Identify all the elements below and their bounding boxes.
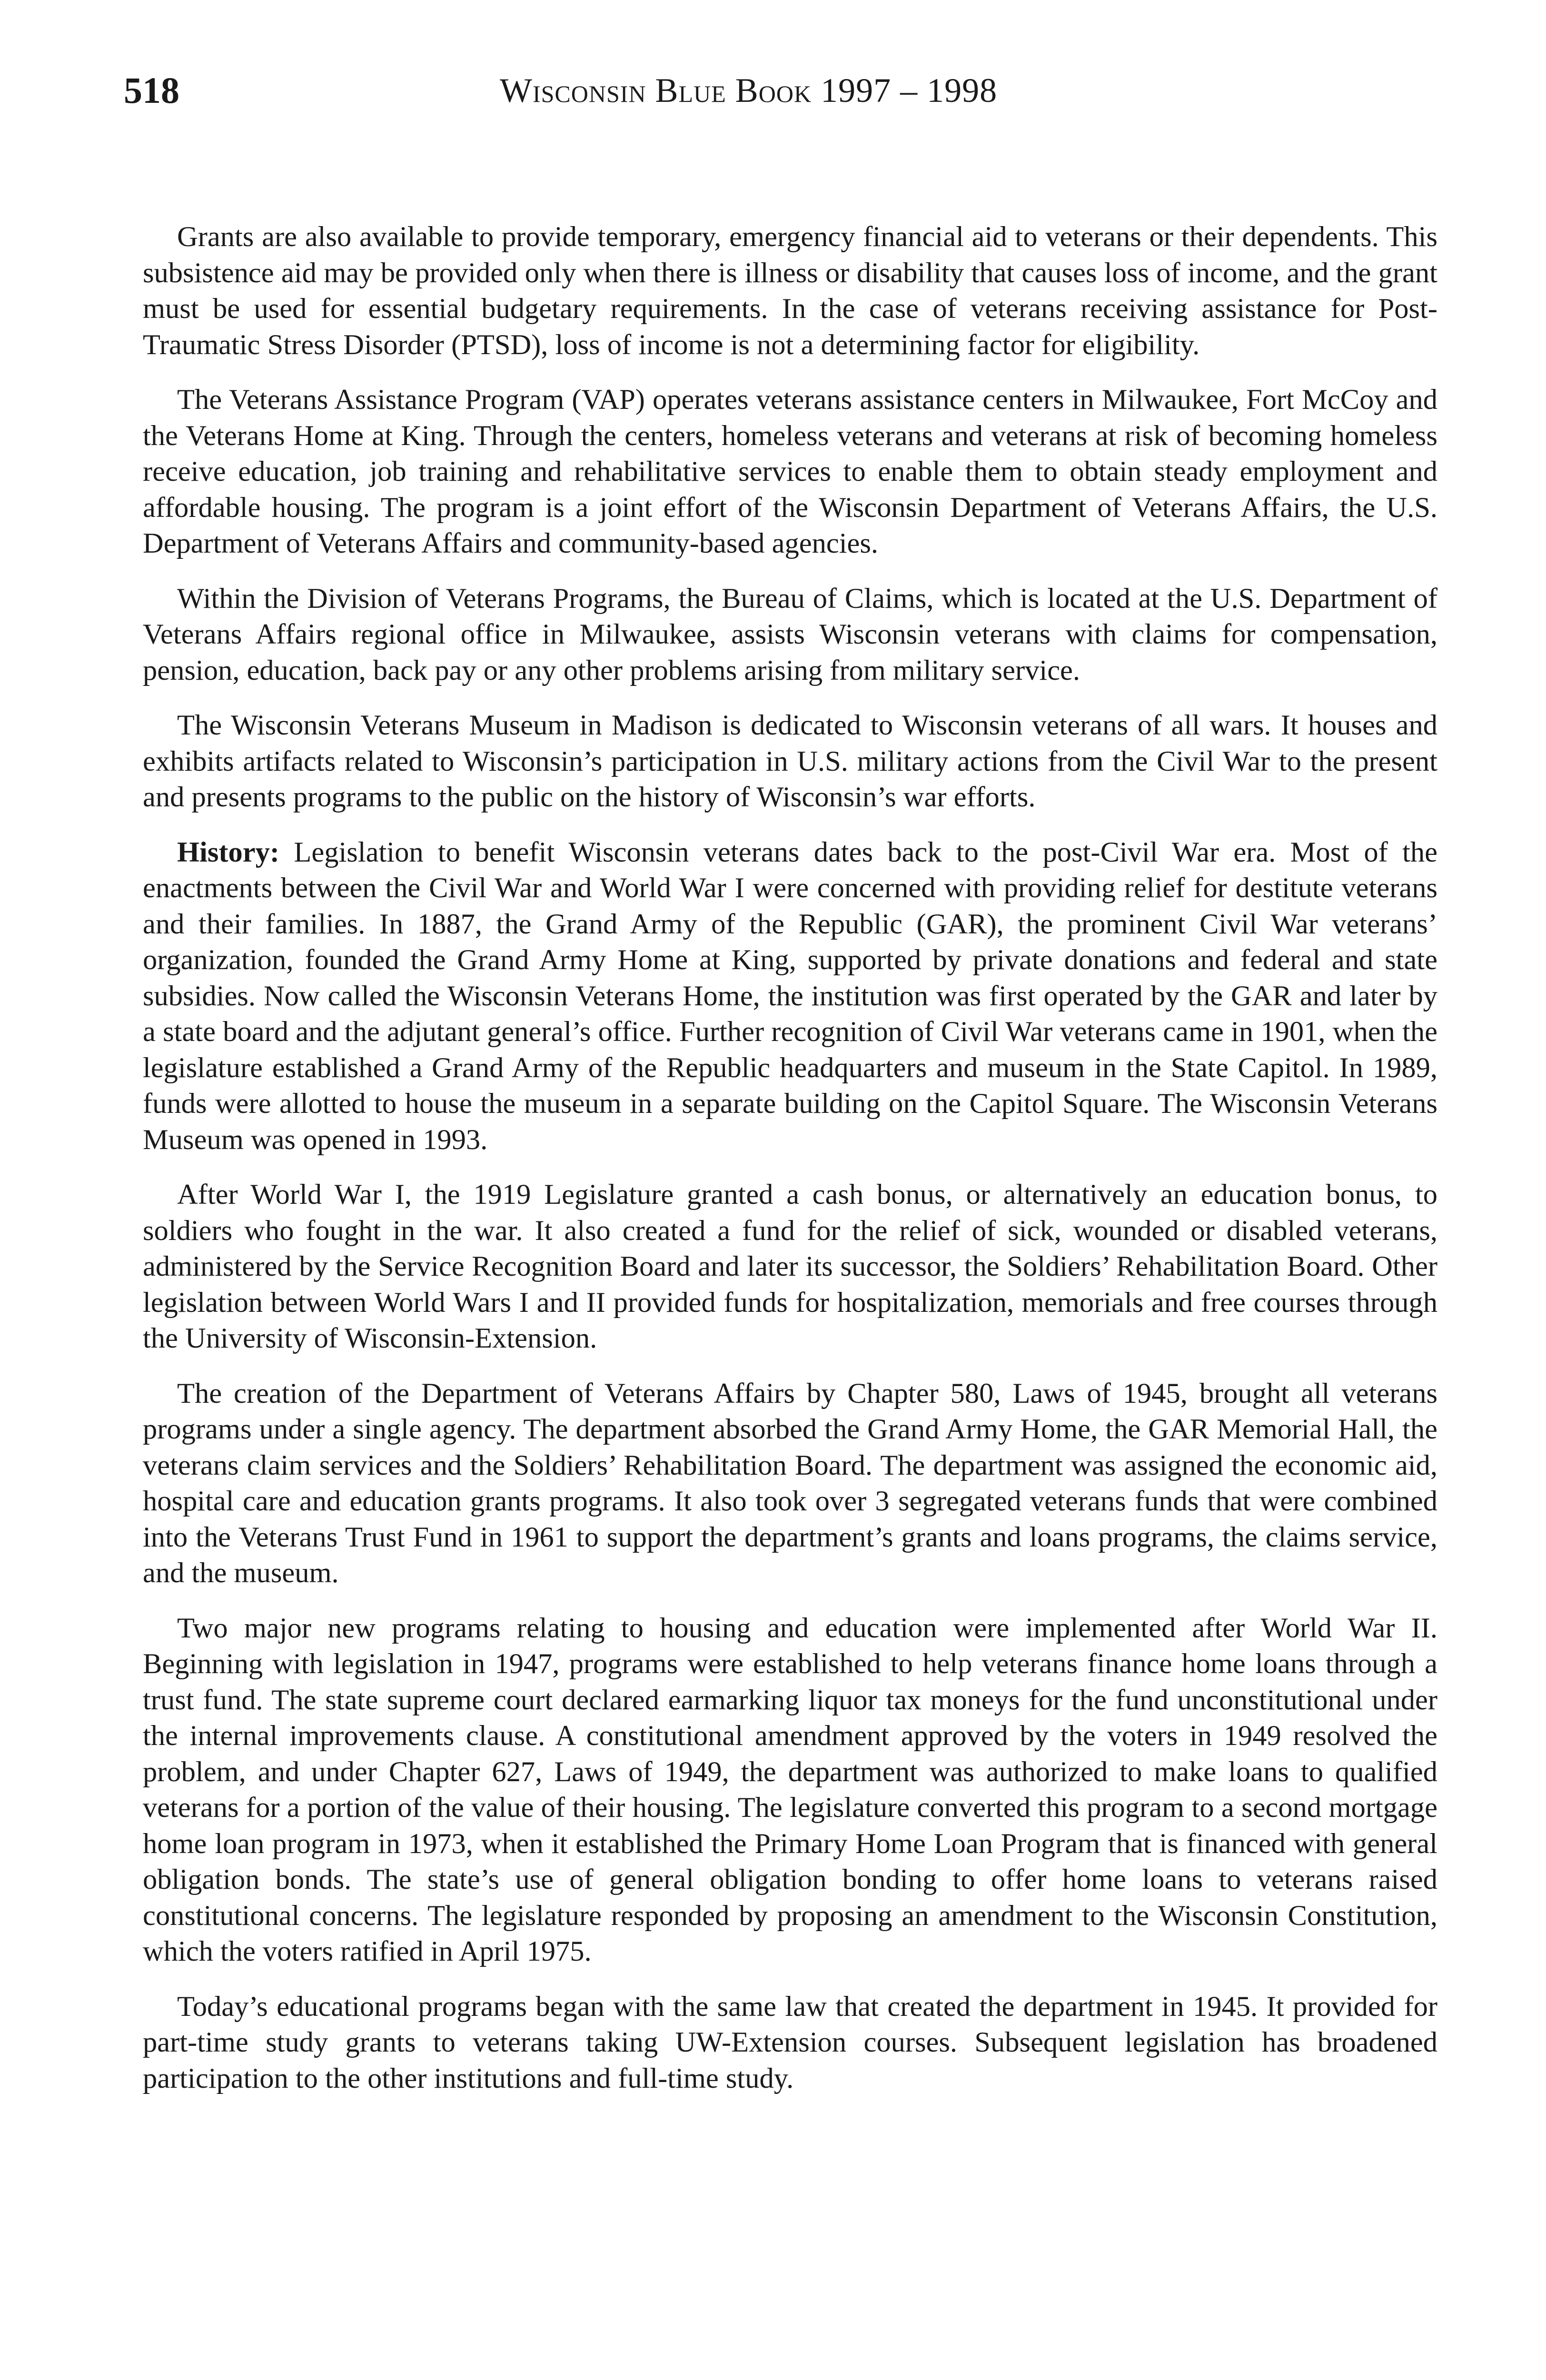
paragraph-educational-programs (143, 1989, 1437, 2097)
paragraph-text: The Wisconsin Veterans Museum in Madison is dedicated to Wisconsin veterans of all wars. It houses and exhibits artifacts related to Wisconsin’s participation in U.S. military actions from the Civil War to the present and presents programs to the public on the history of Wisconsin’s war efforts. (143, 709, 1437, 813)
running-head: Wisconsin Blue Book 1997 – 1998 (500, 71, 998, 109)
paragraph-text: Within the Division of Veterans Programs, the Bureau of Claims, which is located at the U.S. Department of Veterans Affairs regional office in Milwaukee, assists Wisconsin veterans with claims for compensation, pension, education, back pay or any other problems arising from military service. (143, 582, 1437, 686)
paragraph-emergency-grants (143, 219, 1437, 363)
paragraph-veterans-museum (143, 707, 1437, 815)
paragraph-housing-education (143, 1610, 1437, 1970)
paragraph-text: Today’s educational programs began with the same law that created the department in 1945. It provided for part-time study grants to veterans taking UW-Extension courses. Subsequent legislation has broadened participation to the other institutions and full-time study. (143, 1990, 1437, 2094)
page-number: 518 (124, 69, 179, 111)
body-text (143, 219, 1437, 2115)
paragraph-department-creation (143, 1376, 1437, 1591)
paragraph-vap (143, 382, 1437, 562)
paragraph-text: Two major new programs relating to housing and education were implemented after World War II. Beginning with legislation in 1947, programs were established to help veterans finance home loans through a trust fund. The state supreme court declared earmarking liquor tax moneys for the fund unconstitutional under the internal improvements clause. A constitutional amendment approved by the voters in 1949 resolved the problem, and under Chapter 627, Laws of 1949, the department was authorized to make loans to qualified veterans for a portion of the value of their housing. The legislature converted this program to a second mortgage home loan program in 1973, when it established the Primary Home Loan Program that is financed with general obligation bonds. The state’s use of general obligation bonding to offer home loans to veterans raised constitutional concerns. The legislature responded by proposing an amendment to the Wisconsin Constitution, which the voters ratified in April 1975. (143, 1612, 1437, 1967)
history-lead: History: (177, 836, 280, 868)
paragraph-text: The Veterans Assistance Program (VAP) operates veterans assistance centers in Milwaukee, Fort McCoy and the Veterans Home at King. Through the centers, homeless veterans and veterans at risk of becoming homeless receive education, job training and rehabilitative services to enable them to obtain steady employment and affordable housing. The program is a joint effort of the Wisconsin Department of Veterans Affairs, the U.S. Department of Veterans Affairs and community-based agencies. (143, 384, 1437, 559)
paragraph-bureau-of-claims (143, 581, 1437, 689)
paragraph-text: The creation of the Department of Veterans Affairs by Chapter 580, Laws of 1945, brought all veterans programs under a single agency. The department absorbed the Grand Army Home, the GAR Memorial Hall, the veterans claim services and the Soldiers’ Rehabilitation Board. The department was assigned the economic aid, hospital care and education grants programs. It also took over 3 segregated veterans funds that were combined into the Veterans Trust Fund in 1961 to support the department’s grants and loans programs, the claims service, and the museum. (143, 1377, 1437, 1589)
paragraph-text: Grants are also available to provide temporary, emergency financial aid to veterans or their dependents. This subsistence aid may be provided only when there is illness or disability that causes loss of income, and the grant must be used for essential budgetary requirements. In the case of veterans receiving assistance for Post-Traumatic Stress Disorder (PTSD), loss of income is not a determining factor for eligibility. (143, 221, 1437, 361)
paragraph-world-war-one (143, 1177, 1437, 1357)
paragraph-text: Legislation to benefit Wisconsin veterans dates back to the post-Civil War era. Most of the enactments between the Civil War and World War I were concerned with providing relief for destitute veterans and their families. In 1887, the Grand Army of the Republic (GAR), the prominent Civil War veterans’ organization, founded the Grand Army Home at King, supported by private donations and federal and state subsidies. Now called the Wisconsin Veterans Home, the institution was first operated by the GAR and later by a state board and the adjutant general’s office. Further recognition of Civil War veterans came in 1901, when the legislature established a Grand Army of the Republic headquarters and museum in the State Capitol. In 1989, funds were allotted to house the museum in a separate building on the Capitol Square. The Wisconsin Veterans Museum was opened in 1993. (143, 836, 1437, 1156)
paragraph-text: After World War I, the 1919 Legislature granted a cash bonus, or alternatively an education bonus, to soldiers who fought in the war. It also created a fund for the relief of sick, wounded or disabled veterans, administered by the Service Recognition Board and later its successor, the Soldiers’ Rehabilitation Board. Other legislation between World Wars I and II provided funds for hospitalization, memorials and free courses through the University of Wisconsin-Extension. (143, 1179, 1437, 1354)
paragraph-history (143, 834, 1437, 1158)
page-header (124, 67, 1437, 114)
